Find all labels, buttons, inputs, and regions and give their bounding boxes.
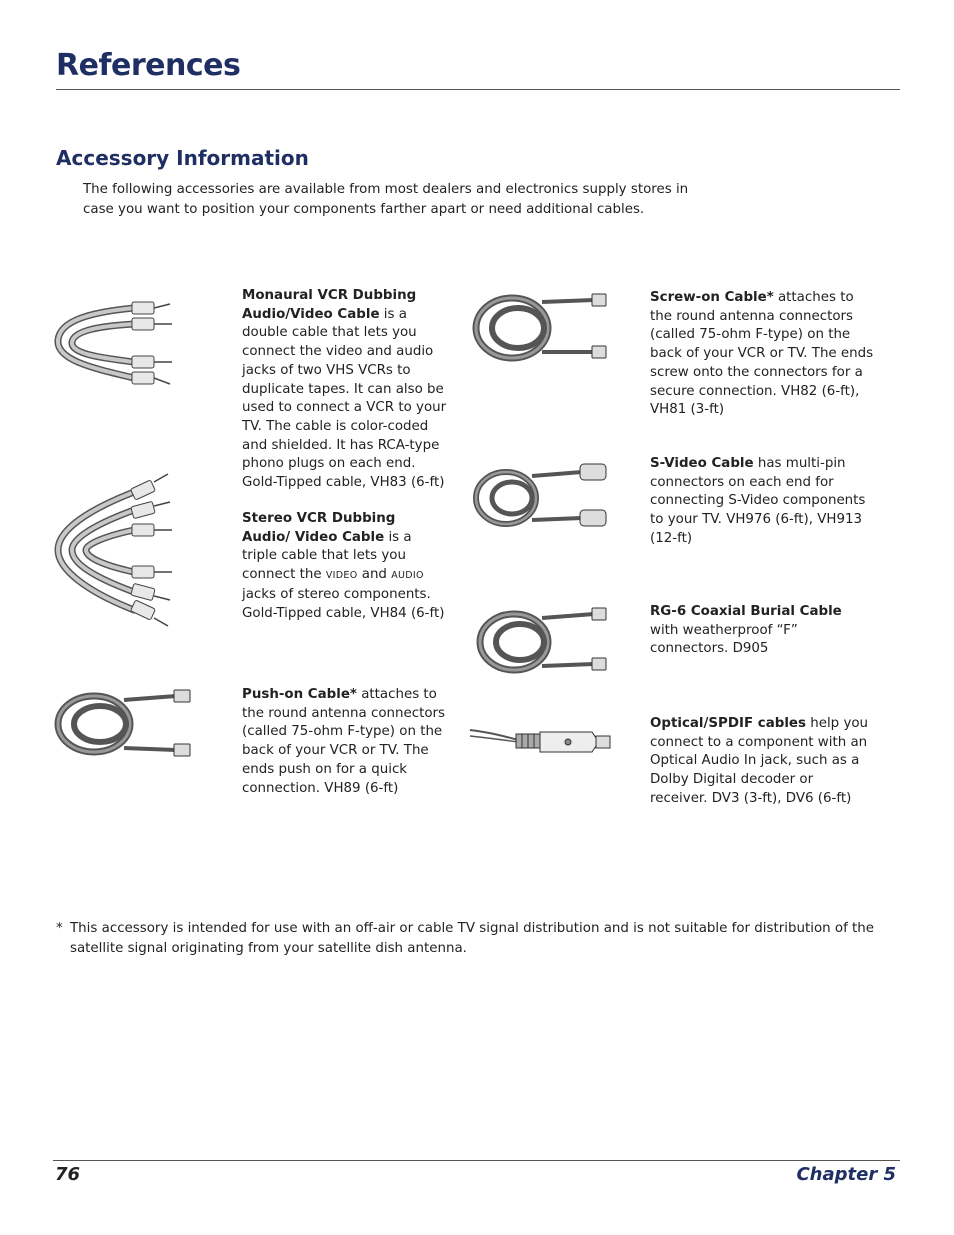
svideo-cable-description: S-Video Cable has multi-pin connectors on each end for connecting S-Video components to your TV. VH976 (6-ft), VH913 (12-ft) xyxy=(650,456,866,546)
rg6-cable-icon xyxy=(476,604,612,676)
push-on-cable-description: Push-on Cable* attaches to the round antenna connectors (called 75-ohm F-type) on the back of your VCR or TV. The ends push on for a quick connection. VH89 (6-ft) xyxy=(242,687,446,796)
video-word: VIDEO xyxy=(325,570,358,582)
footnote xyxy=(56,919,876,958)
monaural-cable-name: Monaural VCR Dubbing Audio/Video Cable xyxy=(242,288,417,322)
stereo-cable-description: Stereo VCR Dubbing Audio/ Video Cable is a triple cable that lets you connect the VIDEO and AUDIO jacks of stereo components. Gold-Tipped cable, VH84 (6-ft) xyxy=(242,511,445,621)
chapter-label: Chapter 5 xyxy=(796,1164,896,1185)
rg6-cable-name: RG-6 Coaxial Burial Cable xyxy=(650,604,842,619)
screw-on-cable-name: Screw-on Cable* xyxy=(650,290,774,305)
optical-cable-name: Optical/SPDIF cables xyxy=(650,716,806,731)
footnote-text: This accessory is intended for use with an off-air or cable TV signal distribution and is not suitable for distribution of the satellite signal originating from your satellite dish antenna. xyxy=(70,921,875,956)
monaural-cable-description: Monaural VCR Dubbing Audio/Video Cable is a double cable that lets you connect the video and audio jacks of two VHS VCRs to duplicate tapes. It can also be used to connect a VCR to your TV. The cable is color-coded and shielded. It has RCA-type phono plugs on each end. Gold-Tipped cable, VH83 (6-ft) xyxy=(242,288,447,491)
screw-on-cable-icon xyxy=(472,290,614,366)
push-on-cable-icon xyxy=(54,688,196,760)
rca-triple-cable-icon xyxy=(52,470,182,630)
section-title: Accessory Information xyxy=(56,146,309,170)
page-number: 76 xyxy=(55,1164,81,1185)
rg6-cable-description: RG-6 Coaxial Burial Cable with weatherproof “F” connectors. D905 xyxy=(650,604,842,657)
audio-word: AUDIO xyxy=(391,570,424,582)
optical-cable-icon xyxy=(468,720,616,764)
optical-cable-description: Optical/SPDIF cables help you connect to a component with an Optical Audio In jack, such as a Dolby Digital decoder or receiver. DV3 (3-ft), DV6 (6-ft) xyxy=(650,716,869,806)
footnote-marker: * xyxy=(56,921,63,936)
rca-dual-cable-icon xyxy=(52,290,180,400)
svideo-cable-name: S-Video Cable xyxy=(650,456,754,471)
header-rule xyxy=(56,89,900,90)
stereo-cable-name: Stereo VCR Dubbing Audio/ Video Cable xyxy=(242,511,396,545)
intro-text: The following accessories are available from most dealers and electronics supply stores in case you want to position your components farther apart or need additional cables. xyxy=(83,182,689,217)
footer-rule xyxy=(53,1160,900,1161)
push-on-cable-name: Push-on Cable* xyxy=(242,687,357,702)
page-heading: References xyxy=(56,48,241,83)
svideo-cable-icon xyxy=(472,462,614,532)
screw-on-cable-description: Screw-on Cable* attaches to the round antenna connectors (called 75-ohm F-type) on the back of your VCR or TV. The ends screw onto the connectors for a secure connection. VH82 (6-ft), VH81 (3-ft) xyxy=(650,290,874,418)
